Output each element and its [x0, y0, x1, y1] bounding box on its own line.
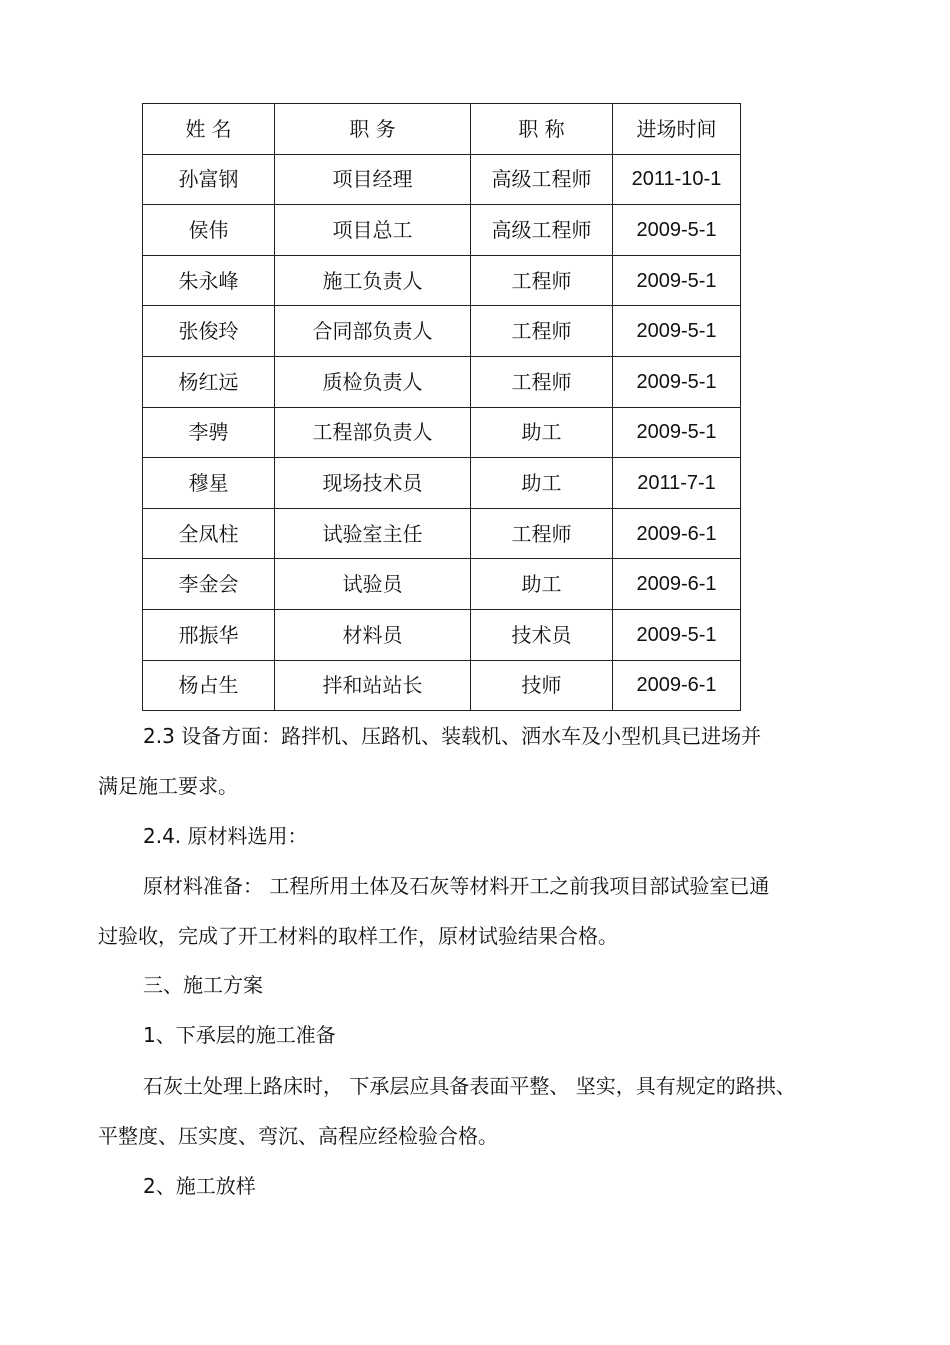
duty-cell: 试验员 — [275, 559, 471, 610]
table-row — [143, 205, 741, 256]
base-paragraph-line1: 石灰土处理上路床时， 下承层应具备表面平整、 坚实，具有规定的路拱、 — [143, 1074, 796, 1098]
table-row — [143, 306, 741, 357]
table-row — [143, 660, 741, 711]
date-cell: 2009-5-1 — [613, 407, 741, 458]
date-cell: 2009-6-1 — [613, 559, 741, 610]
date-cell: 2009-5-1 — [613, 609, 741, 660]
name-cell: 杨红远 — [143, 356, 275, 407]
table-row — [143, 458, 741, 509]
title-cell: 工程师 — [471, 255, 613, 306]
date-cell: 2009-6-1 — [613, 660, 741, 711]
title-cell: 技术员 — [471, 609, 613, 660]
table-row — [143, 508, 741, 559]
staff-table-body — [143, 104, 741, 711]
equipment-paragraph-line2: 满足施工要求。 — [98, 774, 238, 798]
duty-cell: 质检负责人 — [275, 356, 471, 407]
header-date-cell: 进场时间 — [613, 104, 741, 155]
duty-cell: 合同部负责人 — [275, 306, 471, 357]
section-heading-construction-plan: 三、施工方案 — [143, 973, 263, 997]
name-cell: 全凤柱 — [143, 508, 275, 559]
date-cell: 2009-5-1 — [613, 255, 741, 306]
date-cell: 2009-5-1 — [613, 205, 741, 256]
title-cell: 工程师 — [471, 508, 613, 559]
table-row — [143, 609, 741, 660]
subheading-layout-staking: 2、施工放样 — [143, 1174, 256, 1198]
table-header-row — [143, 104, 741, 155]
duty-cell: 施工负责人 — [275, 255, 471, 306]
name-cell: 张俊玲 — [143, 306, 275, 357]
date-cell: 2011-7-1 — [613, 458, 741, 509]
staff-table — [142, 103, 741, 711]
title-cell: 助工 — [471, 559, 613, 610]
table-row — [143, 356, 741, 407]
table-row — [143, 255, 741, 306]
name-cell: 邢振华 — [143, 609, 275, 660]
date-cell: 2009-5-1 — [613, 356, 741, 407]
equipment-paragraph-line1: 2.3 设备方面：路拌机、压路机、装载机、洒水车及小型机具已进场并 — [143, 724, 762, 748]
table-row — [143, 407, 741, 458]
duty-cell: 拌和站站长 — [275, 660, 471, 711]
header-duty-cell: 职 务 — [275, 104, 471, 155]
header-name-cell: 姓 名 — [143, 104, 275, 155]
title-cell: 技师 — [471, 660, 613, 711]
title-cell: 助工 — [471, 407, 613, 458]
name-cell: 侯伟 — [143, 205, 275, 256]
name-cell: 李骋 — [143, 407, 275, 458]
duty-cell: 试验室主任 — [275, 508, 471, 559]
table-row — [143, 154, 741, 205]
base-paragraph-line2: 平整度、压实度、弯沉、高程应经检验合格。 — [98, 1124, 498, 1148]
header-title-cell: 职 称 — [471, 104, 613, 155]
name-cell: 穆星 — [143, 458, 275, 509]
subheading-base-preparation: 1、下承层的施工准备 — [143, 1023, 336, 1047]
duty-cell: 材料员 — [275, 609, 471, 660]
duty-cell: 项目总工 — [275, 205, 471, 256]
materials-paragraph-line1: 原材料准备： 工程所用土体及石灰等材料开工之前我项目部试验室已通 — [143, 874, 770, 898]
name-cell: 杨占生 — [143, 660, 275, 711]
title-cell: 高级工程师 — [471, 154, 613, 205]
date-cell: 2009-5-1 — [613, 306, 741, 357]
title-cell: 工程师 — [471, 306, 613, 357]
duty-cell: 工程部负责人 — [275, 407, 471, 458]
name-cell: 孙富钢 — [143, 154, 275, 205]
title-cell: 助工 — [471, 458, 613, 509]
materials-paragraph-line2: 过验收，完成了开工材料的取样工作，原材试验结果合格。 — [98, 924, 618, 948]
materials-heading: 2.4. 原材料选用： — [143, 824, 308, 848]
table-row — [143, 559, 741, 610]
date-cell: 2009-6-1 — [613, 508, 741, 559]
name-cell: 李金会 — [143, 559, 275, 610]
duty-cell: 现场技术员 — [275, 458, 471, 509]
title-cell: 工程师 — [471, 356, 613, 407]
name-cell: 朱永峰 — [143, 255, 275, 306]
date-cell: 2011-10-1 — [613, 154, 741, 205]
duty-cell: 项目经理 — [275, 154, 471, 205]
title-cell: 高级工程师 — [471, 205, 613, 256]
